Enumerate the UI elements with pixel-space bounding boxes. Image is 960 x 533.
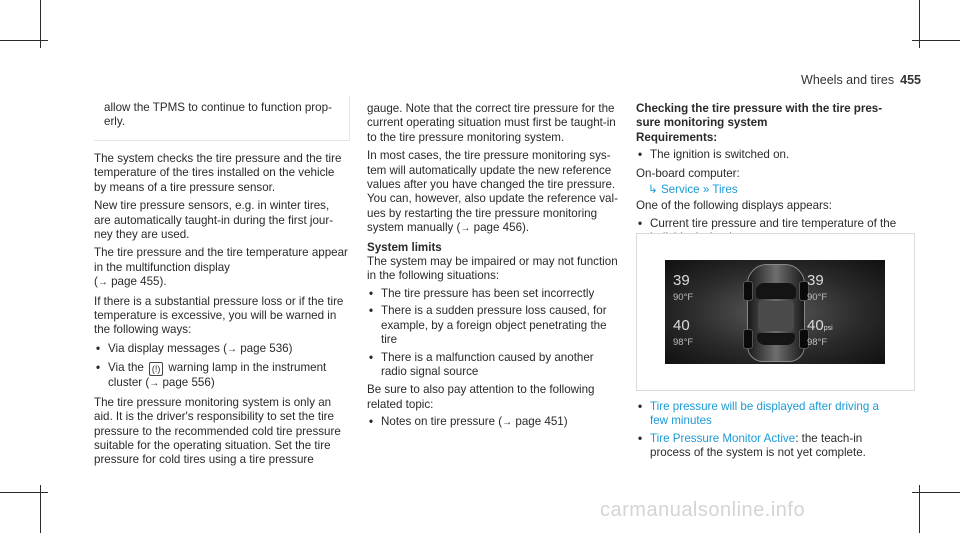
page-reference[interactable]: page 456). [473, 221, 530, 235]
section-heading: System limits [367, 240, 442, 254]
list-item [367, 415, 621, 430]
warning-list [94, 342, 348, 392]
front-right-temp: 90°F [807, 292, 828, 303]
pressure-unit: psi [823, 325, 833, 332]
limits-list [367, 287, 621, 379]
watermark: carmanualsonline.info [600, 499, 806, 521]
return-arrow-icon: ↳ [648, 183, 658, 197]
crop-mark [0, 40, 48, 41]
rear-right-temp: 98°F [807, 337, 828, 348]
list-item: • There is a malfunction caused by another radio signal source [367, 351, 621, 380]
menu-path [636, 183, 916, 197]
paragraph: Be sure to also pay attention to the following related topic: [367, 383, 595, 411]
list-item-text: Via the [108, 361, 144, 375]
displays-list-continued [636, 400, 916, 461]
tire-pressure-display [665, 260, 885, 364]
paragraph: The tire pressure and the tire temperature appear in the multifunction display (→ page 455). [94, 246, 348, 289]
header-title: Wheels and tires [801, 73, 895, 87]
front-left-temp: 90°F [673, 292, 694, 303]
page-reference[interactable]: page 455). [111, 275, 167, 289]
page-reference[interactable]: page 451) [515, 415, 568, 429]
related-list [367, 415, 621, 430]
arrow-icon: → [227, 343, 237, 355]
requirements-heading: Requirements: [636, 130, 718, 144]
car-top-view-icon [747, 264, 805, 362]
column-2 [367, 102, 621, 431]
menu-tires[interactable]: Tires [712, 183, 738, 197]
column-3 [636, 102, 916, 246]
front-left-pressure: 39 [673, 272, 690, 289]
tire-pressure-figure [636, 233, 915, 391]
paragraph: The tire pressure monitoring system is only an aid. It is the driver's responsibility to set the tire pressure to the recommended cold tire pressure suitable for the operating situation. Set the tire pressure for cold tires using a tire pressure [94, 395, 341, 467]
arrow-icon: → [149, 378, 160, 390]
list-item [636, 400, 900, 429]
page-number: 455 [900, 73, 921, 87]
status-message: Tire pressure will be displayed after driving a few minutes [650, 400, 879, 428]
list-item-text: Notes on tire pressure ( [381, 415, 503, 429]
page-reference[interactable]: page 536) [240, 341, 293, 355]
column-1 [94, 152, 348, 468]
paragraph-text: The tire pressure and the tire temperature appear in the multifunction display [94, 246, 348, 274]
paragraph: If there is a substantial pressure loss or if the tire temperature is excessive, you will be warned in the following ways: [94, 294, 344, 337]
paragraph: gauge. Note that the correct tire pressure for the current operating situation must first be taught-in to the tire pressure monitoring system. [367, 102, 616, 144]
tpms-warning-icon: (!) [149, 362, 163, 376]
front-right-pressure: 39 [807, 272, 824, 289]
column-3-continued [636, 400, 916, 461]
arrow-icon: → [460, 223, 471, 235]
arrow-icon: → [502, 417, 513, 429]
rear-right-pressure-value: 40 [807, 317, 824, 334]
crop-mark [912, 492, 960, 493]
page-header [801, 73, 921, 87]
section-heading: Checking the tire pressure with the tire pres-sure monitoring system [636, 102, 883, 130]
list-item-text: : the teach-in process of the system is not yet complete. [650, 431, 866, 460]
list-item-text: warning lamp in the instrument cluster ( [108, 361, 327, 390]
rear-left-pressure: 40 [673, 317, 690, 334]
note-box [94, 96, 350, 141]
paragraph [367, 149, 621, 236]
arrow-icon: → [97, 277, 108, 289]
paragraph-text: In most cases, the tire pressure monitoring sys-tem will automatically update the new reference values after you have changed the tire pressure. You can, however, also update the reference val-ues by restarting the tire pressure monitoring system manually ( [367, 149, 618, 235]
list-item [94, 361, 348, 391]
list-item: • Current tire pressure and tire temperature of the [636, 217, 900, 246]
list-item: • There is a sudden pressure loss caused, for example, by a foreign object penetrating the tire [367, 304, 621, 347]
list-item-text: Via display messages ( [108, 341, 227, 355]
list-item: • The ignition is switched on. [636, 148, 916, 162]
list-item [636, 432, 900, 461]
rear-right-pressure [807, 318, 833, 337]
crop-mark [912, 40, 960, 41]
requirements-list [636, 148, 916, 162]
double-chevron-icon: » [702, 183, 710, 197]
rear-left-temp: 98°F [673, 337, 694, 348]
note-text: allow the TPMS to continue to function prop-erly. [104, 101, 332, 129]
list-item: • The tire pressure has been set incorrectly [367, 287, 621, 301]
paragraph: The system may be impaired or may not function in the following situations: [367, 255, 618, 283]
paragraph: One of the following displays appears: [636, 199, 832, 213]
paragraph: New tire pressure sensors, e.g. in winter tires, are automatically taught-in during the first jour-ney they are used. [94, 199, 334, 242]
status-message: Tire Pressure Monitor Active [650, 431, 796, 445]
paragraph: The system checks the tire pressure and the tire temperature of the tires installed on the vehicle by means of a tire pressure sensor. [94, 152, 342, 194]
menu-service[interactable]: Service [660, 183, 700, 197]
page-reference[interactable]: page 556) [162, 376, 215, 390]
crop-mark [0, 492, 48, 493]
onboard-label: On-board computer: [636, 166, 740, 180]
list-item [94, 342, 348, 357]
